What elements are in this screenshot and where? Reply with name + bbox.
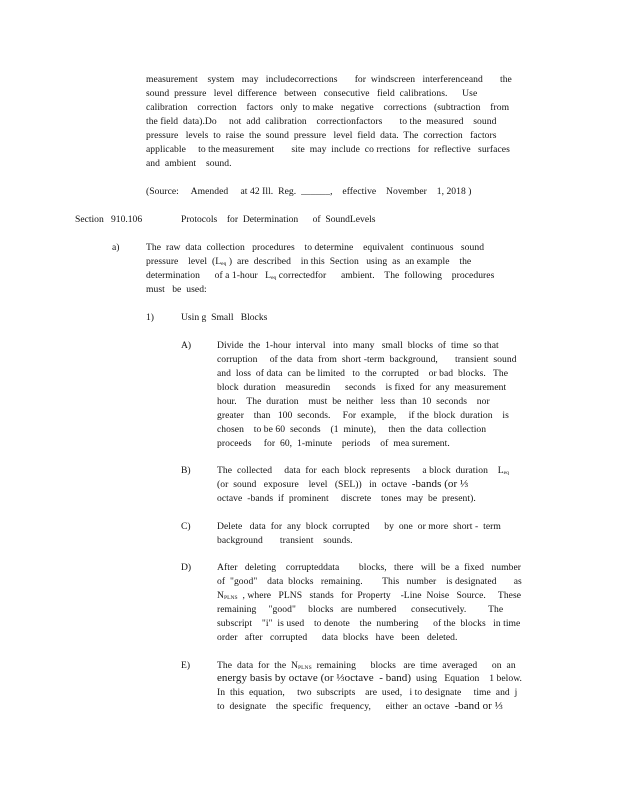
- source-note: (Source: Amended at 42 Ill. Reg. ______, effective November 1, 2018 ): [146, 186, 472, 197]
- item-E-label: E): [181, 660, 191, 671]
- subscript: eq: [271, 275, 277, 281]
- bold-inserted-text: -bands (or ⅓: [411, 478, 469, 490]
- paragraph-line: After deleting corrupteddata blocks, there will be a fixed number: [217, 562, 522, 573]
- paragraph-line: chosen to be 60 seconds (1 minute), then the data collection: [217, 424, 487, 435]
- item-D-label: D): [181, 562, 192, 573]
- paragraph-line: In this equation, two subscripts are used, i to designate time and j: [217, 687, 518, 698]
- paragraph-line: corruption of the data from short -term background, transient sound: [217, 354, 517, 365]
- paragraph-line: (or sound exposure level (SEL)) in octave -bands (or ⅓: [217, 478, 469, 490]
- paragraph-line: applicable to the measurement site may include co rrections for reflective surfaces: [146, 144, 510, 155]
- subscript: eq: [221, 261, 227, 267]
- paragraph-line: measurement system may includecorrections for windscreen interferenceand the: [146, 74, 512, 85]
- paragraph-line: Delete data for any block corrupted by one or more short - term: [217, 521, 501, 532]
- paragraph-line: subscript "i" is used to denote the numbering of the blocks in time: [217, 618, 521, 629]
- item-A-label: A): [181, 340, 192, 351]
- paragraph-line: The data for the $N_{PLNS}$ remaining blocks are time averaged on an: [217, 660, 516, 671]
- paragraph-line: The collected data for each block represents a block duration $L_{eq}$: [217, 465, 509, 476]
- item-B-label: B): [181, 465, 191, 476]
- paragraph-line: sound pressure level difference between consecutive field calibrations. Use: [146, 88, 478, 99]
- paragraph-line: determination of a 1-hour $L_{eq}$ correctedfor ambient. The following procedures: [146, 270, 495, 281]
- item-C-label: C): [181, 521, 191, 532]
- paragraph-line: of "good" data blocks remaining. This number is designated as: [217, 576, 522, 587]
- paragraph-line: to designate the specific frequency, either an octave -band or ⅓: [217, 700, 503, 712]
- paragraph-line: background transient sounds.: [217, 535, 353, 546]
- subscript: eq: [503, 470, 509, 476]
- item-a-label: a): [112, 242, 120, 253]
- paragraph-line: pressure levels to raise the sound pressure level field data. The correction factors: [146, 130, 497, 141]
- paragraph-line: energy basis by octave (or ⅓octave - band) using Equation 1 below.: [217, 672, 523, 684]
- paragraph-line: The raw data collection procedures to determine equivalent continuous sound: [146, 242, 485, 253]
- paragraph-line: the field data).Do not add calibration correctionfactors to the measured sound: [146, 116, 497, 127]
- subscript: PLNS: [298, 665, 312, 671]
- item-1-title: Usin g Small Blocks: [181, 312, 268, 323]
- paragraph-line: remaining "good" blocks are numbered consecutively. The: [217, 604, 504, 615]
- paragraph-line: $N_{PLNS}$ , where PLNS stands for Property -Line Noise Source. These: [217, 590, 522, 601]
- paragraph-line: greater than 100 seconds. For example, if the block duration is: [217, 410, 509, 421]
- paragraph-line: must be used:: [146, 284, 207, 295]
- paragraph-line: pressure level ($L_{eq}$ ) are described in this Section using as an example the: [146, 256, 472, 267]
- item-1-label: 1): [146, 312, 154, 323]
- bold-inserted-text: energy basis by octave (or ⅓octave - band): [217, 672, 412, 684]
- paragraph-line: Divide the 1-hour interval into many small blocks of time so that: [217, 340, 499, 351]
- section-number: Section 910.106: [75, 214, 143, 225]
- paragraph-line: proceeds for 60, 1-minute periods of mea surement.: [217, 438, 450, 449]
- paragraph-line: and loss of data can be limited to the corrupted or bad blocks. The: [217, 368, 509, 379]
- paragraph-line: octave -bands if prominent discrete tones may be present).: [217, 493, 476, 504]
- paragraph-line: order after corrupted data blocks have been deleted.: [217, 632, 458, 643]
- paragraph-line: block duration measuredin seconds is fixed for any measurement: [217, 382, 507, 393]
- paragraph-line: hour. The duration must be neither less than 10 seconds nor: [217, 396, 490, 407]
- subscript: PLNS: [223, 595, 238, 601]
- bold-inserted-text: -band or ⅓: [454, 700, 503, 712]
- paragraph-line: and ambient sound.: [146, 158, 232, 169]
- paragraph-line: calibration correction factors only to make negative corrections (subtraction from: [146, 102, 510, 113]
- section-title: Protocols for Determination of SoundLevels: [181, 214, 376, 225]
